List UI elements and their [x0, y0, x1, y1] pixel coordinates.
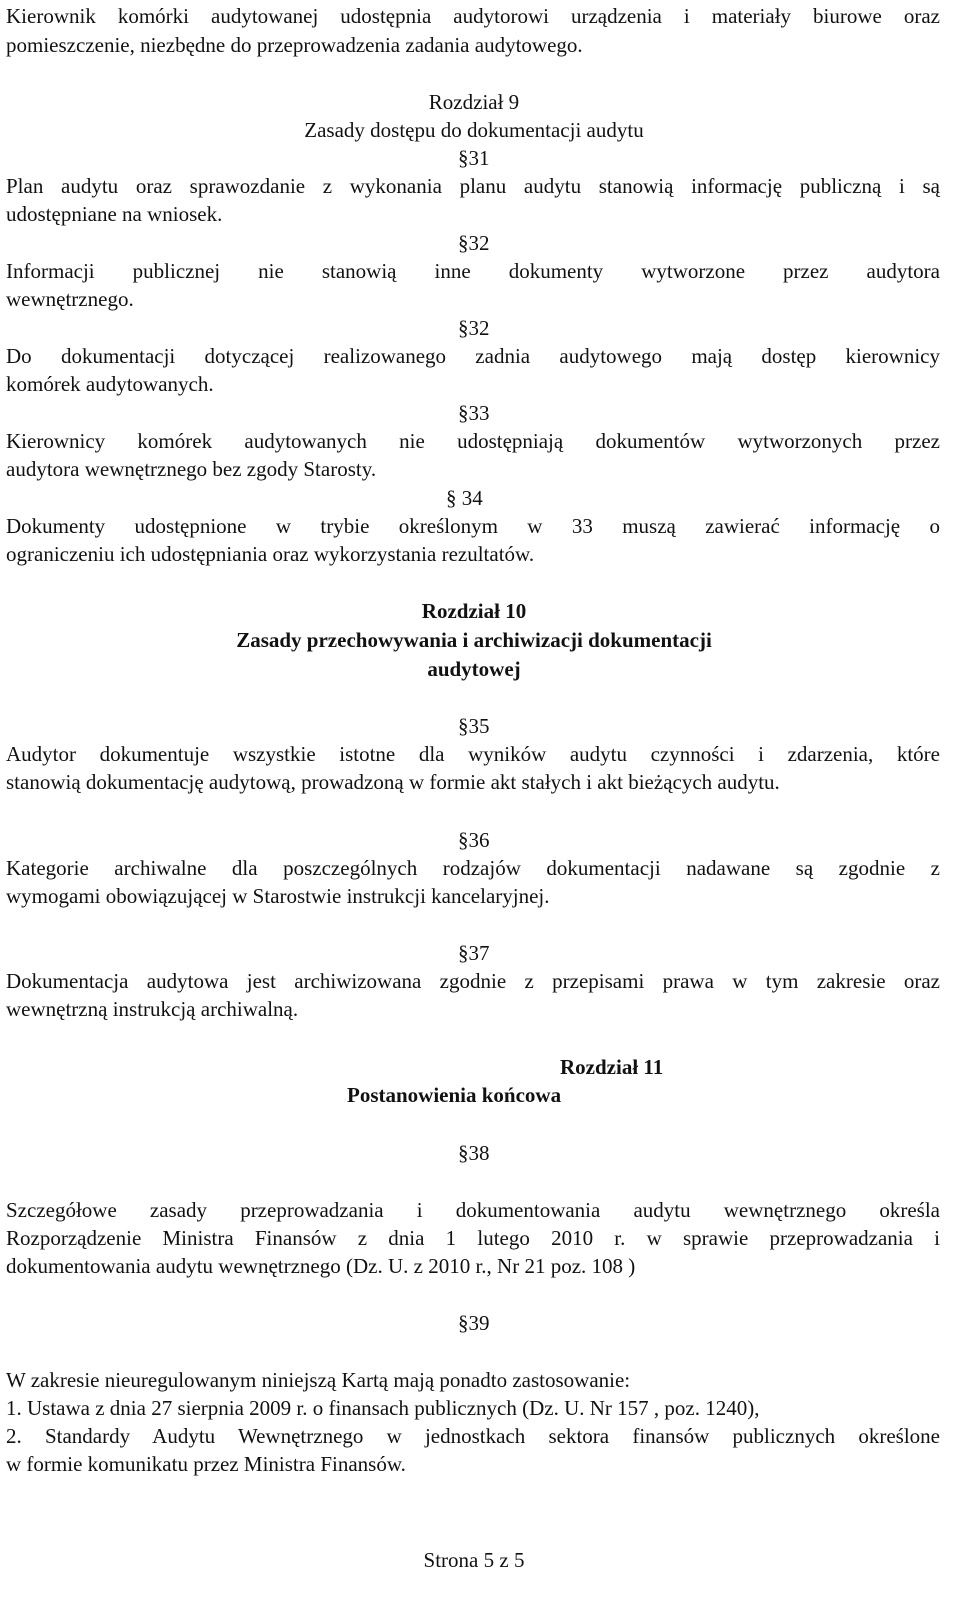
section-33-line-1: Kierownicy komórek audytowanych nie udostępniają dokumentów wytworzonych przez	[6, 429, 940, 453]
section-35-number: §35	[458, 714, 490, 738]
section-32b-line-1: Do dokumentacji dotyczącej realizowanego zadnia audytowego mają dostęp kierownicy	[6, 344, 940, 368]
intro-line-2: pomieszczenie, niezbędne do przeprowadzenia zadania audytowego.	[6, 33, 583, 57]
section-33-line-2: audytora wewnętrznego bez zgody Starosty.	[6, 457, 377, 481]
section-39-intro: W zakresie nieuregulowanym niniejszą Kartą mają ponadto zastosowanie:	[6, 1368, 631, 1392]
section-32b-number: §32	[458, 316, 490, 340]
section-35-line-2: stanowią dokumentację audytową, prowadzoną w formie akt stałych i akt bieżących audytu.	[6, 770, 780, 794]
section-38-line-1: Szczegółowe zasady przeprowadzania i dokumentowania audytu wewnętrznego określa	[6, 1198, 940, 1222]
section-36-line-1: Kategorie archiwalne dla poszczególnych rodzajów dokumentacji nadawane są zgodnie z	[6, 856, 940, 880]
section-39-number: §39	[458, 1311, 490, 1335]
section-32a-line-2: wewnętrznego.	[6, 287, 134, 311]
section-38-line-3: dokumentowania audytu wewnętrznego (Dz. U. z 2010 r., Nr 21 poz. 108 )	[6, 1254, 636, 1278]
section-33-number: §33	[458, 401, 490, 425]
section-31-line-2: udostępniane na wniosek.	[6, 202, 223, 226]
chapter-9-title: Zasady dostępu do dokumentacji audytu	[304, 118, 644, 142]
section-34-number: § 34	[446, 486, 483, 510]
chapter-10-title-line-1: Zasady przechowywania i archiwizacji dokumentacji	[236, 628, 712, 652]
section-35-line-1: Audytor dokumentuje wszystkie istotne dla wyników audytu czynności i zdarzenia, które	[6, 742, 940, 766]
section-32b-line-2: komórek audytowanych.	[6, 372, 214, 396]
section-34-line-1: Dokumenty udostępnione w trybie określonym w 33 muszą zawierać informację o	[6, 514, 940, 538]
section-38-line-2: Rozporządzenie Ministra Finansów z dnia 1 lutego 2010 r. w sprawie przeprowadzania i	[6, 1226, 940, 1250]
chapter-11-heading: Rozdział 11	[560, 1055, 664, 1079]
section-34-line-2: ograniczeniu ich udostępniania oraz wykorzystania rezultatów.	[6, 542, 535, 566]
section-39-item-1: 1. Ustawa z dnia 27 sierpnia 2009 r. o finansach publicznych (Dz. U. Nr 157 , poz. 1240),	[6, 1396, 760, 1420]
section-39-item-2-line-2: w formie komunikatu przez Ministra Finansów.	[6, 1452, 406, 1476]
intro-line-1: Kierownik komórki audytowanej udostępnia audytorowi urządzenia i materiały biurowe oraz	[6, 4, 940, 28]
section-37-number: §37	[458, 941, 490, 965]
chapter-9-heading: Rozdział 9	[428, 90, 520, 114]
page-number-footer: Strona 5 z 5	[423, 1548, 525, 1572]
section-32a-line-1: Informacji publicznej nie stanowią inne dokumenty wytworzone przez audytora	[6, 259, 940, 283]
section-39-item-2-line-1: 2. Standardy Audytu Wewnętrznego w jednostkach sektora finansów publicznych określone	[6, 1424, 940, 1448]
section-37-line-1: Dokumentacja audytowa jest archiwizowana zgodnie z przepisami prawa w tym zakresie oraz	[6, 969, 940, 993]
section-36-line-2: wymogami obowiązującej w Starostwie instrukcji kancelaryjnej.	[6, 884, 550, 908]
section-32a-number: §32	[458, 231, 490, 255]
chapter-10-title-line-2: audytowej	[427, 657, 521, 681]
section-36-number: §36	[458, 828, 490, 852]
chapter-10-heading: Rozdział 10	[421, 599, 527, 623]
section-38-number: §38	[458, 1141, 490, 1165]
section-31-line-1: Plan audytu oraz sprawozdanie z wykonania planu audytu stanowią informację publiczną i są	[6, 174, 940, 198]
chapter-11-title: Postanowienia końcowa	[347, 1083, 562, 1107]
section-31-number: §31	[458, 146, 490, 170]
section-37-line-2: wewnętrzną instrukcją archiwalną.	[6, 997, 299, 1021]
